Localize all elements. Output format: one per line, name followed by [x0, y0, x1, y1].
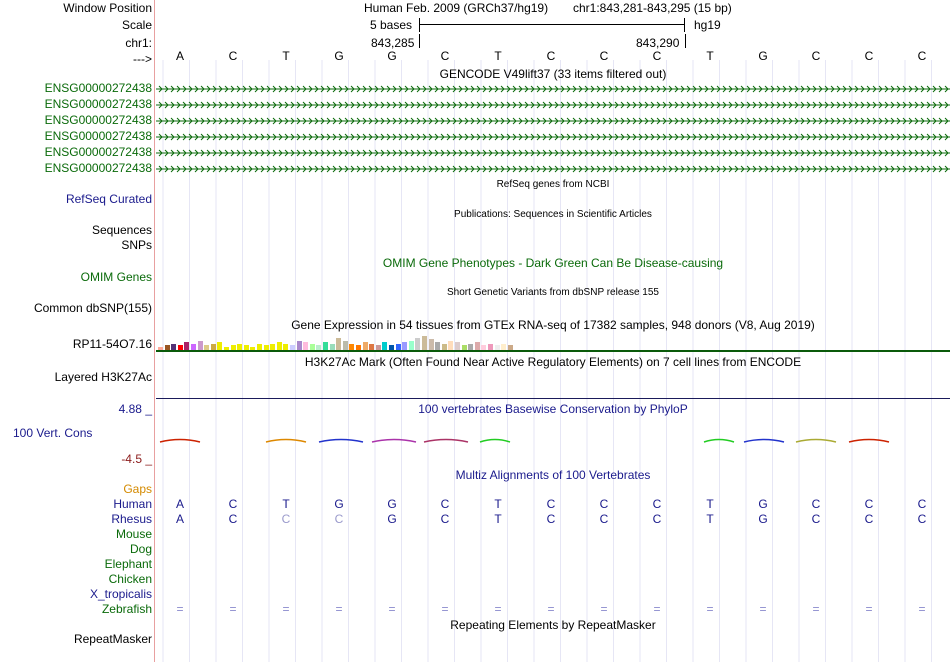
multiz-species-label[interactable]: Dog: [129, 542, 152, 556]
gtex-tissue-bar[interactable]: [415, 338, 420, 350]
multiz-aligned-base: C: [811, 497, 821, 511]
reference-base: C: [917, 49, 927, 63]
phylop-track-label[interactable]: 100 Vert. Cons: [13, 426, 93, 440]
gtex-tissue-bar[interactable]: [277, 342, 282, 350]
gtex-track-title: Gene Expression in 54 tissues from GTEx RNA-seq of 17382 samples, 948 donors (V8, Aug 2019): [291, 318, 815, 332]
phylop-min-label: -4.5 _: [121, 452, 152, 466]
multiz-aligned-base: =: [706, 602, 714, 616]
reference-base: C: [599, 49, 609, 63]
phylop-segment: [424, 440, 468, 443]
multiz-aligned-base: =: [229, 602, 237, 616]
gtex-tissue-bar[interactable]: [448, 341, 453, 350]
multiz-track-title: Multiz Alignments of 100 Vertebrates: [455, 468, 651, 482]
multiz-aligned-base: =: [865, 602, 873, 616]
multiz-aligned-base: C: [546, 497, 556, 511]
multiz-aligned-base: C: [228, 497, 238, 511]
phylop-segment: [319, 440, 363, 443]
multiz-species-label[interactable]: Rhesus: [111, 512, 152, 526]
reference-base: C: [864, 49, 874, 63]
gencode-gene-label[interactable]: ENSG00000272438: [44, 145, 152, 159]
phylop-segment: [704, 440, 734, 443]
phylop-segment: [480, 440, 510, 443]
multiz-aligned-base: =: [547, 602, 555, 616]
reference-base: T: [706, 49, 714, 63]
multiz-aligned-base: C: [599, 497, 609, 511]
gtex-tissue-bar[interactable]: [184, 342, 189, 350]
gtex-gene-line: [156, 350, 950, 352]
gencode-gene-feature[interactable]: [156, 131, 950, 143]
gtex-tissue-bar[interactable]: [363, 342, 368, 350]
multiz-aligned-base: =: [335, 602, 343, 616]
multiz-aligned-base: =: [282, 602, 290, 616]
gencode-gene-feature[interactable]: [156, 115, 950, 127]
publications-track-title: Publications: Sequences in Scientific Articles: [454, 209, 652, 220]
multiz-aligned-base: C: [546, 512, 556, 526]
coord-left: 843,285: [371, 36, 415, 50]
reference-base: C: [811, 49, 821, 63]
multiz-aligned-base: T: [494, 512, 502, 526]
phylop-segment: [160, 440, 200, 443]
gtex-tissue-bar[interactable]: [297, 341, 302, 350]
gencode-gene-label[interactable]: ENSG00000272438: [44, 161, 152, 175]
gencode-gene-feature[interactable]: [156, 163, 950, 175]
multiz-aligned-base: G: [387, 512, 397, 526]
gtex-tissue-bar[interactable]: [343, 341, 348, 350]
gtex-tissue-bar[interactable]: [409, 341, 414, 350]
multiz-aligned-base: G: [334, 497, 344, 511]
h3k27ac-track-title: H3K27Ac Mark (Often Found Near Active Regulatory Elements) on 7 cell lines from ENCODE: [304, 355, 802, 369]
multiz-aligned-base: T: [282, 497, 290, 511]
multiz-aligned-base: G: [758, 497, 768, 511]
reference-base: C: [652, 49, 662, 63]
phylop-track-title: 100 vertebrates Basewise Conservation by PhyloP: [418, 402, 688, 416]
gtex-tissue-bar[interactable]: [429, 339, 434, 350]
gtex-tissue-bar[interactable]: [217, 342, 222, 350]
multiz-aligned-base: =: [494, 602, 502, 616]
multiz-aligned-base: A: [175, 512, 184, 526]
gtex-tissue-bar[interactable]: [382, 342, 387, 350]
gencode-gene-label[interactable]: ENSG00000272438: [44, 81, 152, 95]
multiz-aligned-base: G: [758, 512, 768, 526]
multiz-aligned-base: C: [334, 512, 344, 526]
multiz-species-label[interactable]: Zebrafish: [101, 602, 152, 616]
scale-bar: [419, 18, 685, 32]
position-text[interactable]: chr1:843,281-843,295 (15 bp): [573, 1, 732, 15]
gtex-tissue-bar[interactable]: [435, 342, 440, 350]
reference-base: T: [282, 49, 290, 63]
multiz-aligned-base: C: [652, 512, 662, 526]
multiz-aligned-base: C: [228, 512, 238, 526]
gtex-expression-bars[interactable]: [156, 334, 950, 350]
reference-base: G: [334, 49, 344, 63]
multiz-aligned-base: =: [388, 602, 396, 616]
gencode-gene-label[interactable]: ENSG00000272438: [44, 97, 152, 111]
publications-snps-label[interactable]: SNPs: [121, 238, 152, 252]
multiz-aligned-base: C: [917, 497, 927, 511]
window-position-label: Window Position: [63, 1, 152, 15]
gencode-gene-feature[interactable]: [156, 99, 950, 111]
gtex-tissue-bar[interactable]: [198, 341, 203, 350]
strand-arrow-label: --->: [133, 52, 152, 66]
multiz-species-label[interactable]: Chicken: [108, 572, 152, 586]
gtex-tissue-bar[interactable]: [336, 338, 341, 350]
multiz-aligned-base: =: [918, 602, 926, 616]
refseq-track-title: RefSeq genes from NCBI: [496, 179, 610, 190]
multiz-aligned-base: G: [387, 497, 397, 511]
omim-track-label[interactable]: OMIM Genes: [80, 270, 152, 284]
publications-sequences-label[interactable]: Sequences: [91, 223, 152, 237]
coord-right: 843,290: [636, 36, 680, 50]
gencode-gene-feature[interactable]: [156, 147, 950, 159]
multiz-aligned-base: =: [441, 602, 449, 616]
gtex-tissue-bar[interactable]: [475, 342, 480, 350]
multiz-gaps-label: Gaps: [123, 482, 152, 496]
refseq-track-label[interactable]: RefSeq Curated: [65, 192, 152, 206]
multiz-species-label[interactable]: X_tropicalis: [89, 587, 152, 601]
dbsnp-track-title: Short Genetic Variants from dbSNP release 155: [447, 287, 659, 298]
gencode-gene-feature[interactable]: [156, 83, 950, 95]
h3k27ac-track-label[interactable]: Layered H3K27Ac: [54, 370, 152, 384]
phylop-segment: [744, 440, 784, 443]
multiz-aligned-base: C: [864, 512, 874, 526]
phylop-segment: [796, 440, 836, 443]
phylop-segment: [849, 440, 889, 443]
multiz-aligned-base: C: [440, 497, 450, 511]
multiz-aligned-base: T: [706, 497, 714, 511]
h3k27ac-baseline: [156, 398, 950, 399]
scale-db-text: hg19: [694, 18, 721, 32]
chrom-label: chr1:: [125, 36, 152, 50]
multiz-aligned-base: A: [175, 497, 184, 511]
reference-base: A: [175, 49, 184, 63]
multiz-species-label[interactable]: Elephant: [104, 557, 152, 571]
dbsnp-track-label[interactable]: Common dbSNP(155): [33, 301, 152, 315]
scale-label: Scale: [121, 18, 152, 32]
reference-base: T: [494, 49, 502, 63]
multiz-species-label[interactable]: Mouse: [115, 527, 152, 541]
multiz-aligned-base: =: [653, 602, 661, 616]
multiz-aligned-base: C: [811, 512, 821, 526]
gencode-gene-label[interactable]: ENSG00000272438: [44, 113, 152, 127]
multiz-aligned-base: =: [600, 602, 608, 616]
gtex-tissue-bar[interactable]: [402, 342, 407, 350]
multiz-aligned-base: C: [652, 497, 662, 511]
gtex-gene-label[interactable]: RP11-54O7.16: [72, 337, 152, 351]
gencode-track-title: GENCODE V49lift37 (33 items filtered out): [439, 67, 667, 81]
multiz-aligned-base: C: [281, 512, 291, 526]
multiz-aligned-base: T: [494, 497, 502, 511]
reference-base: G: [387, 49, 397, 63]
multiz-species-label[interactable]: Human: [113, 497, 152, 511]
phylop-signal[interactable]: [156, 432, 950, 448]
repeatmasker-track-label[interactable]: RepeatMasker: [73, 632, 152, 646]
gencode-gene-label[interactable]: ENSG00000272438: [44, 129, 152, 143]
reference-base: C: [546, 49, 556, 63]
gtex-tissue-bar[interactable]: [303, 342, 308, 350]
scale-bases-text: 5 bases: [370, 18, 413, 32]
assembly-title: Human Feb. 2009 (GRCh37/hg19): [364, 1, 549, 15]
omim-track-title: OMIM Gene Phenotypes - Dark Green Can Be Disease-causing: [382, 256, 724, 270]
phylop-max-label: 4.88 _: [118, 402, 152, 416]
multiz-aligned-base: T: [706, 512, 714, 526]
coord-right-tick: [685, 34, 686, 48]
gtex-tissue-bar[interactable]: [323, 342, 328, 350]
label-margin-divider: [154, 0, 155, 662]
phylop-segment: [266, 440, 306, 443]
multiz-aligned-base: C: [864, 497, 874, 511]
coord-left-tick: [419, 34, 420, 48]
phylop-segment: [372, 440, 416, 443]
gtex-tissue-bar[interactable]: [455, 342, 460, 350]
multiz-aligned-base: =: [176, 602, 184, 616]
multiz-aligned-base: =: [759, 602, 767, 616]
multiz-aligned-base: C: [917, 512, 927, 526]
reference-base: G: [758, 49, 768, 63]
multiz-aligned-base: C: [440, 512, 450, 526]
reference-base: C: [228, 49, 238, 63]
reference-base: C: [440, 49, 450, 63]
gtex-tissue-bar[interactable]: [422, 336, 427, 350]
multiz-aligned-base: C: [599, 512, 609, 526]
repeatmasker-track-title: Repeating Elements by RepeatMasker: [450, 618, 656, 632]
multiz-aligned-base: =: [812, 602, 820, 616]
